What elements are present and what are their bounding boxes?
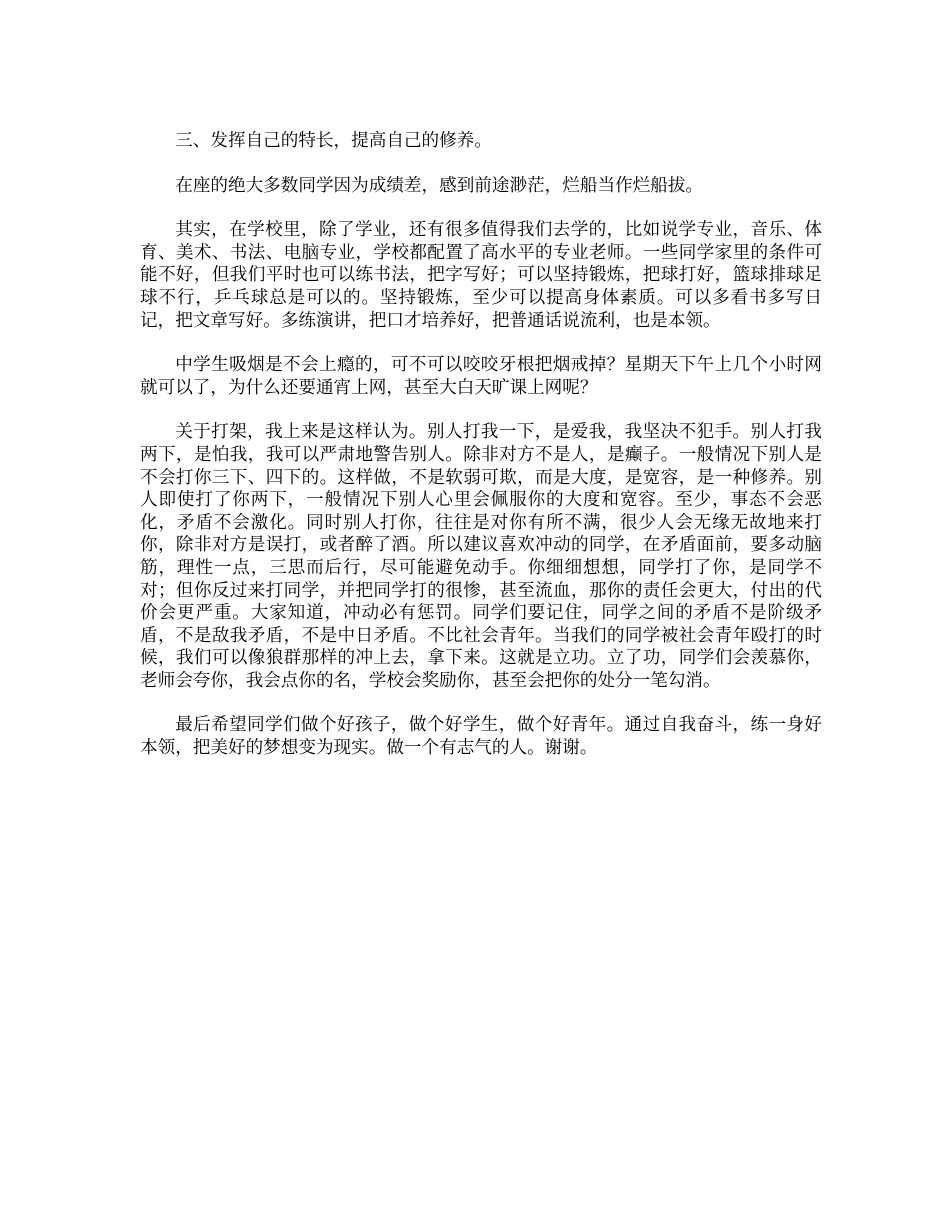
section-heading-paragraph: 三、发挥自己的特长，提高自己的修养。: [175, 131, 492, 151]
body-paragraph: 关于打架，我上来是这样认为。别人打我一下，是爱我，我坚决不犯手。别人打我两下，是怕我，我可以严肃地警告别人。除非对方不是人，是癫子。一般情况下别人是不会打你三下、四下的。这样做，不是软弱可欺，而是大度，是宽容，是一种修养。别人即使打了你两下，一般情况下别人心里会佩服你的大度和宽容。至少，事态不会恶化，矛盾不会激化。同时别人打你，往往是对你有所不满，很少人会无缘无故地来打你，除非对方是误打，或者醉了酒。所以建议喜欢冲动的同学，在矛盾面前，要多动脑筋，理性一点，三思而后行，尽可能避免动手。你细细想想，同学打了你，是同学不对；但你反过来打同学，并把同学打的很惨，甚至流血，那你的责任会更大，付出的代价会更严重。大家知道，冲动必有惩罚。同学们要记住，同学之间的矛盾不是阶级矛盾，不是敌我矛盾，不是中日矛盾。不比社会青年。当我们的同学被社会青年殴打的时候，我们可以像狼群那样的冲上去，拿下来。这就是立功。立了功，同学们会羡慕你，老师会夸你，我会点你的名，学校会奖励你，甚至会把你的处分一笔勾消。: [140, 422, 822, 691]
body-paragraph: 在座的绝大多数同学因为成绩差，感到前途渺茫，烂船当作烂船拔。: [175, 175, 704, 196]
closing-paragraph: 最后希望同学们做个好孩子，做个好学生，做个好青年。通过自我奋斗，练一身好本领，把美好的梦想变为现实。做一个有志气的人。谢谢。: [140, 715, 822, 759]
body-paragraph: 其实，在学校里，除了学业，还有很多值得我们去学的，比如说学专业，音乐、体育、美术、书法、电脑专业，学校都配置了高水平的专业老师。一些同学家里的条件可能不好，但我们平时也可以练书法，把字写好；可以坚持锻炼，把球打好，篮球排球足球不行，乒乓球总是可以的。坚持锻炼，至少可以提高身体素质。可以多看书多写日记，把文章写好。多练演讲，把口才培养好，把普通话说流利，也是本领。: [140, 220, 822, 331]
document-body: [140, 130, 822, 782]
body-paragraph: 中学生吸烟是不会上瘾的，可不可以咬咬牙根把烟戒掉？星期天下午上几个小时网就可以了，为什么还要通宵上网，甚至大白天旷课上网呢？: [140, 355, 822, 398]
